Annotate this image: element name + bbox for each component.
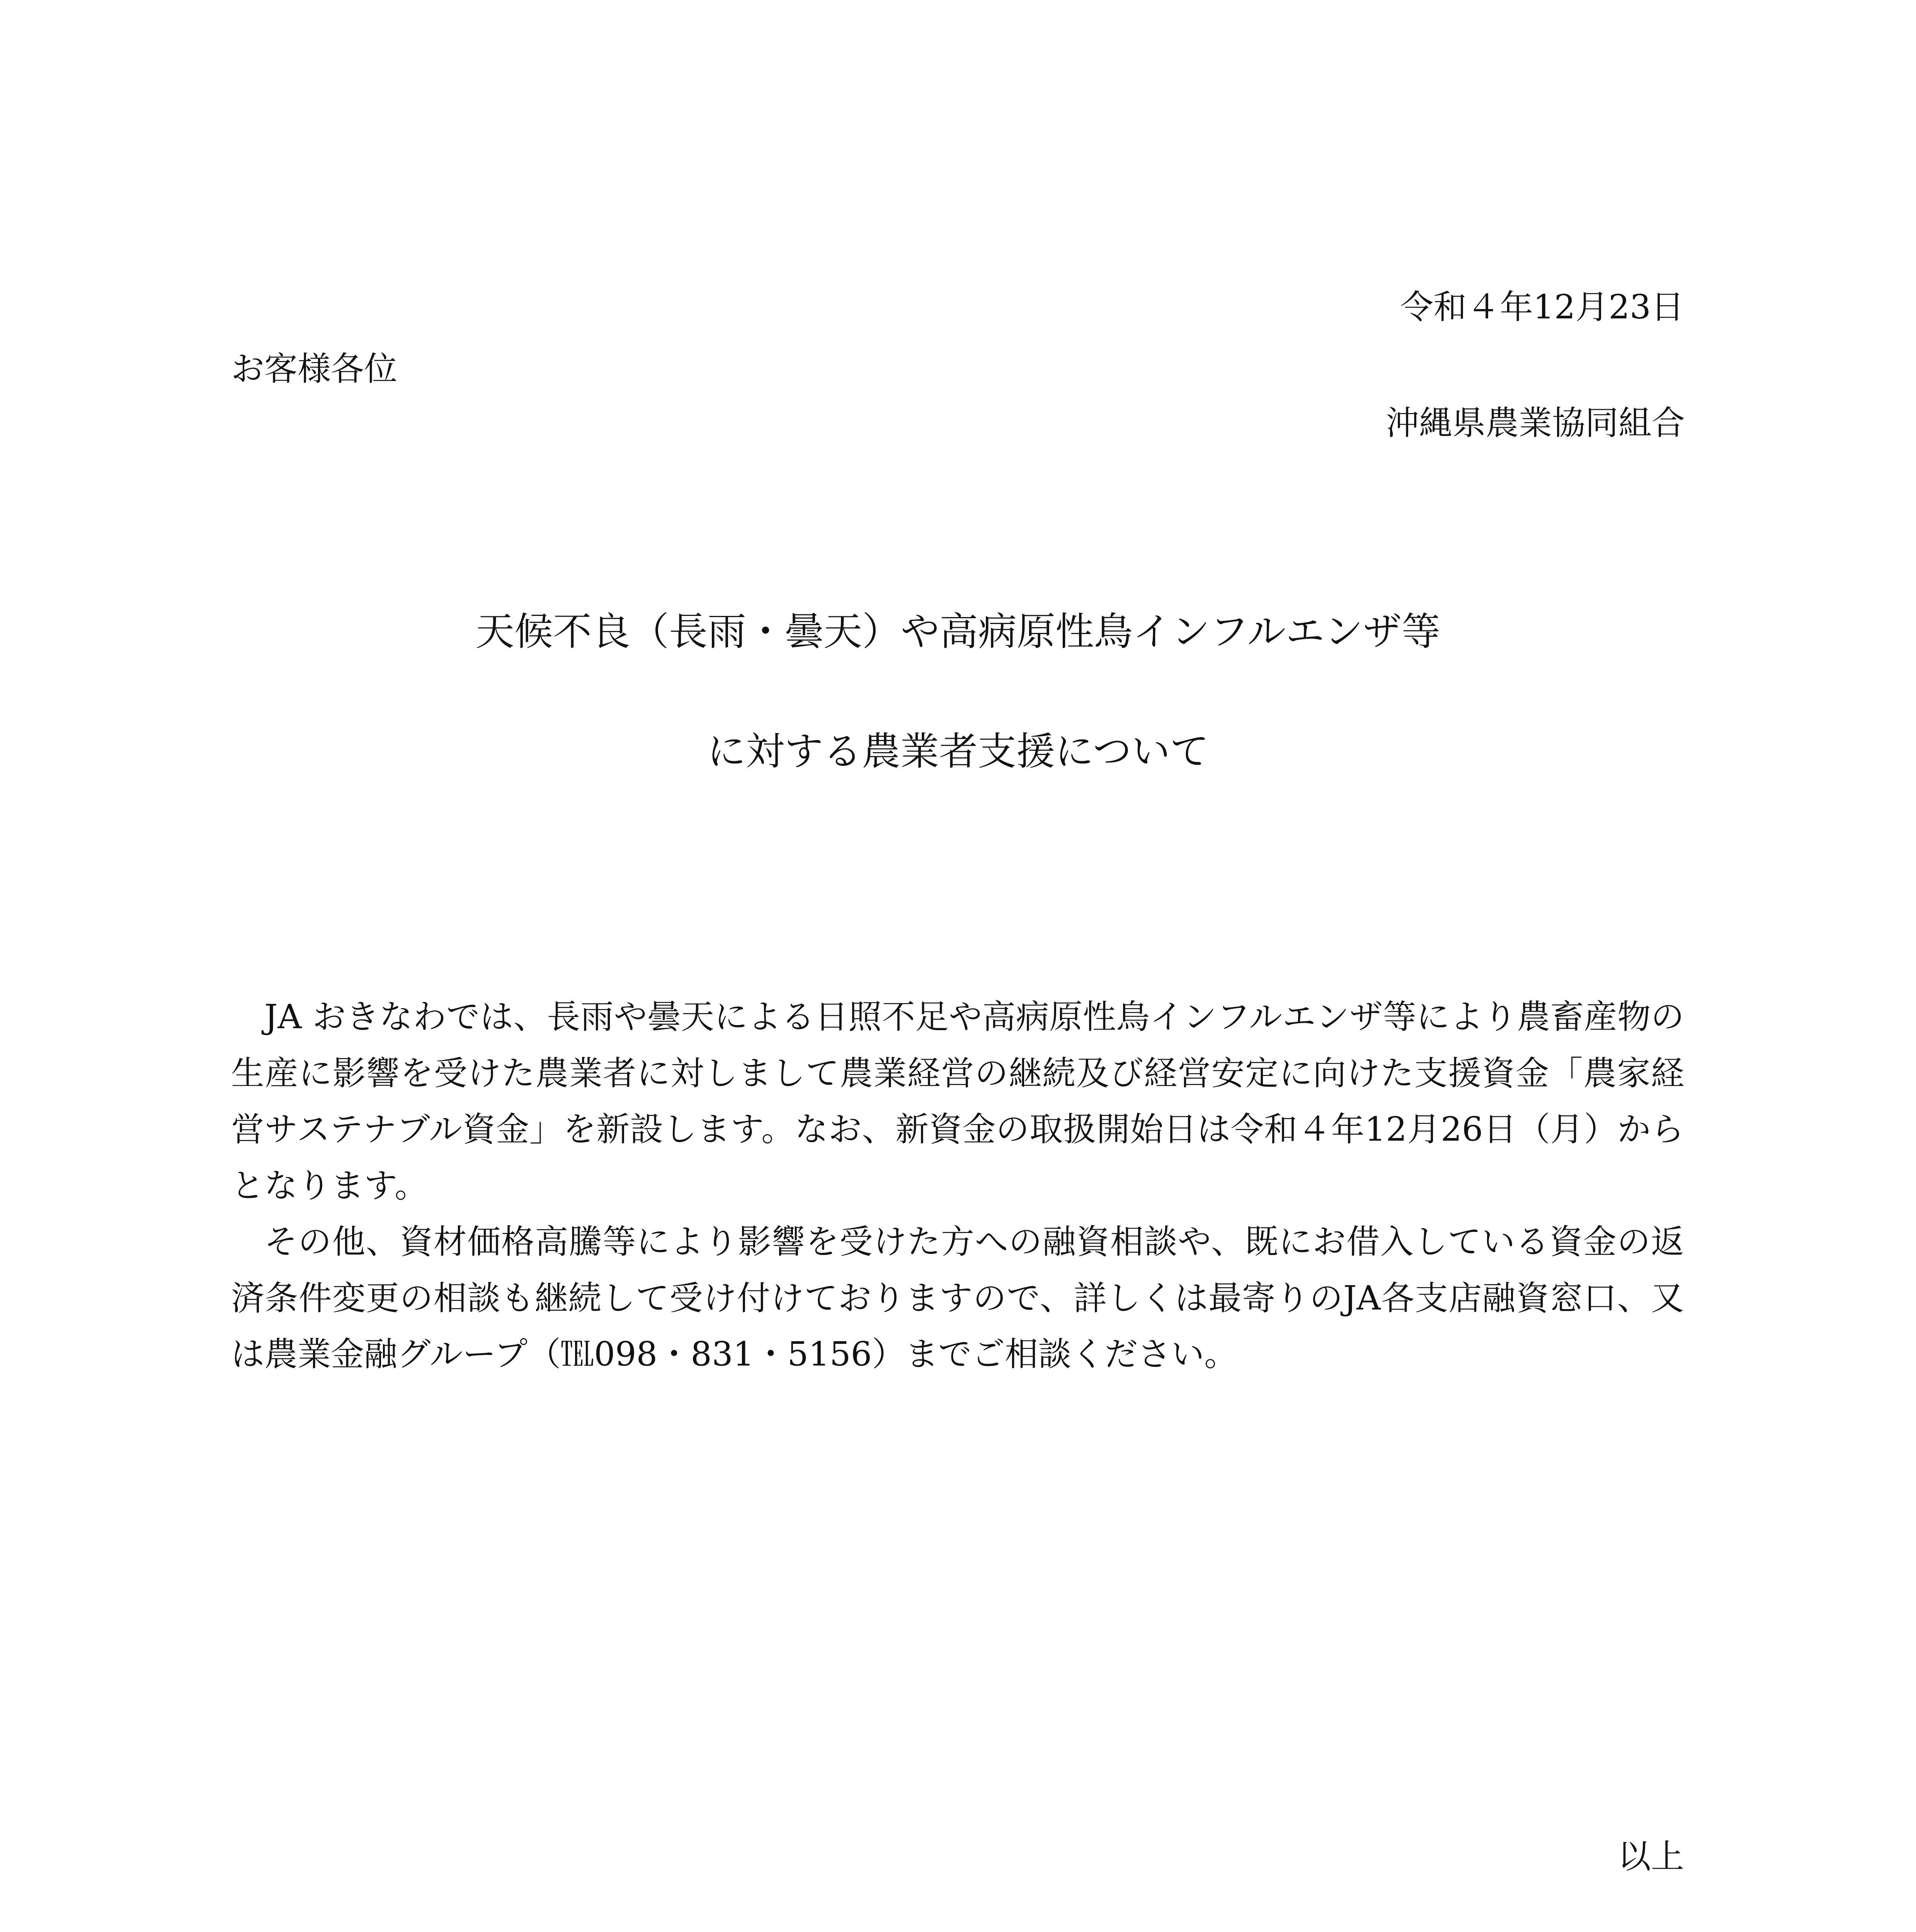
body-text <box>231 989 1684 1383</box>
document-date: 令和４年12月23日 <box>1400 288 1684 327</box>
body-paragraph-1: JA おきなわでは、長雨や曇天による日照不足や高病原性鳥インフルエンザ等により農畜産物の生産に影響を受けた農業者に対しまして農業経営の継続及び経営安定に向けた支援資金「農家経営サステナブル資金」を新設します。なお、新資金の取扱開始日は令和４年12月26日（月）からとなります。 <box>231 998 1684 1205</box>
closing-mark: 以上 <box>1618 1837 1684 1876</box>
recipient: お客様各位 <box>231 350 397 388</box>
document-title-line-2: に対する農業者支援について <box>707 729 1209 774</box>
sender-organization: 沖縄県農業協同組合 <box>1386 404 1685 442</box>
document-title-line-1: 天候不良（長雨・曇天）や高病原性鳥インフルエンザ等 <box>476 609 1440 654</box>
body-paragraph-2: その他、資材価格高騰等により影響を受けた方への融資相談や、既にお借入している資金の返済条件変更の相談も継続して受け付けておりますので、詳しくは最寄りのJA各支店融資窓口、又は農業金融グループ（℡098・831・5156）までご相談ください。 <box>231 1223 1684 1374</box>
